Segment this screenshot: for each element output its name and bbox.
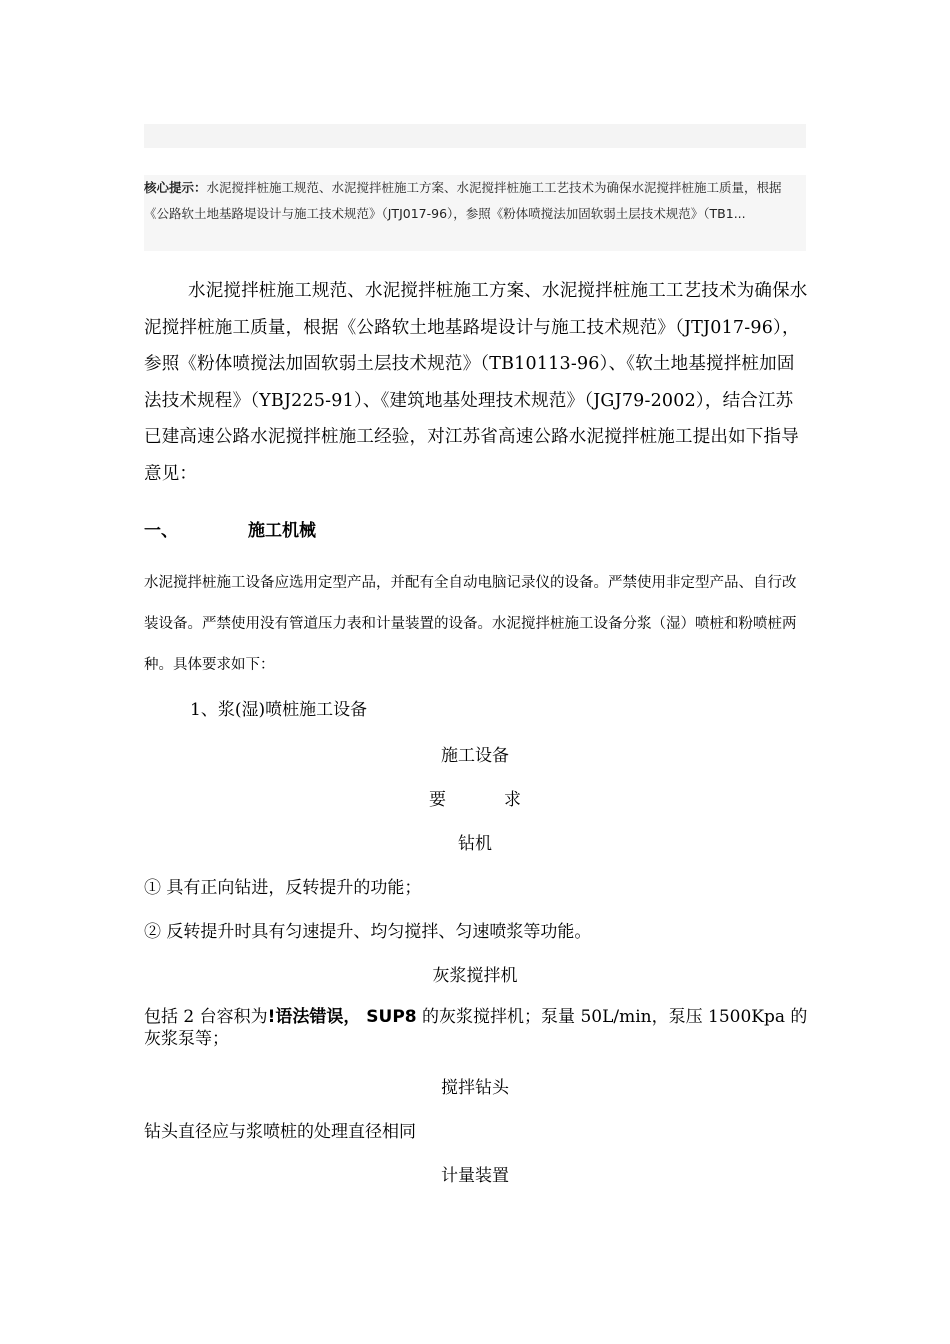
- mixer-req-error: !语法错误， SUP8: [267, 1007, 417, 1027]
- subsection-title: 1、浆(湿)喷桩施工设备: [190, 700, 368, 720]
- section-body: 水泥搅拌桩施工设备应选用定型产品，并配有全自动电脑记录仪的设备。严禁使用非定型产品、自行改装设备。严禁使用没有管道压力表和计量装置的设备。水泥搅拌桩施工设备分浆（湿）喷桩和粉喷桩两种。具体要求如下：: [144, 575, 797, 673]
- equip-drill: 钻机: [458, 834, 492, 854]
- bit-req: 钻头直径应与浆喷桩的处理直径相同: [144, 1122, 416, 1142]
- summary-text: 水泥搅拌桩施工规范、水泥搅拌桩施工方案、水泥搅拌桩施工工艺技术为确保水泥搅拌桩施工质量，根据《公路软土地基路堤设计与施工技术规范》（JTJ017-96），参照《粉体喷搅法加固软弱土层技术规范》（TB1...: [144, 180, 782, 221]
- mixer-req-suffix: 的灰浆搅拌机；泵量 50L/min，泵压 1500Kpa 的灰浆泵等；: [144, 1007, 808, 1049]
- intro-paragraph: 水泥搅拌桩施工规范、水泥搅拌桩施工方案、水泥搅拌桩施工工艺技术为确保水泥搅拌桩施工质量，根据《公路软土地基路堤设计与施工技术规范》（JTJ017-96），参照《粉体喷搅法加固软弱土层技术规范》（TB10113-96）、《软土地基搅拌桩加固法技术规程》（YBJ225-91）、《建筑地基处理技术规范》（JGJ79-2002），结合江苏已建高速公路水泥搅拌桩施工经验，对江苏省高速公路水泥搅拌桩施工提出如下指导意见：: [144, 281, 808, 484]
- drill-req-1: ① 具有正向钻进，反转提升的功能；: [144, 878, 422, 898]
- summary-box: [144, 175, 806, 251]
- mixer-req-prefix: 包括 2 台容积为: [144, 1007, 268, 1027]
- equip-bit: 搅拌钻头: [441, 1078, 509, 1098]
- req-char-1: 要: [429, 790, 446, 810]
- section-number: 一、: [144, 521, 178, 541]
- section-title: 施工机械: [248, 521, 316, 541]
- mixer-req: [144, 1006, 808, 1050]
- section-heading: [144, 516, 316, 541]
- top-gray-bar: [144, 124, 806, 148]
- equip-meter: 计量装置: [441, 1166, 509, 1186]
- equip-mixer: 灰浆搅拌机: [432, 966, 518, 986]
- table-header-requirements: [144, 785, 806, 810]
- table-header-equipment: 施工设备: [441, 746, 509, 766]
- summary-label: 核心提示：: [144, 180, 207, 195]
- req-char-2: 求: [504, 790, 521, 810]
- drill-req-2: ② 反转提升时具有匀速提升、均匀搅拌、匀速喷浆等功能。: [144, 922, 592, 942]
